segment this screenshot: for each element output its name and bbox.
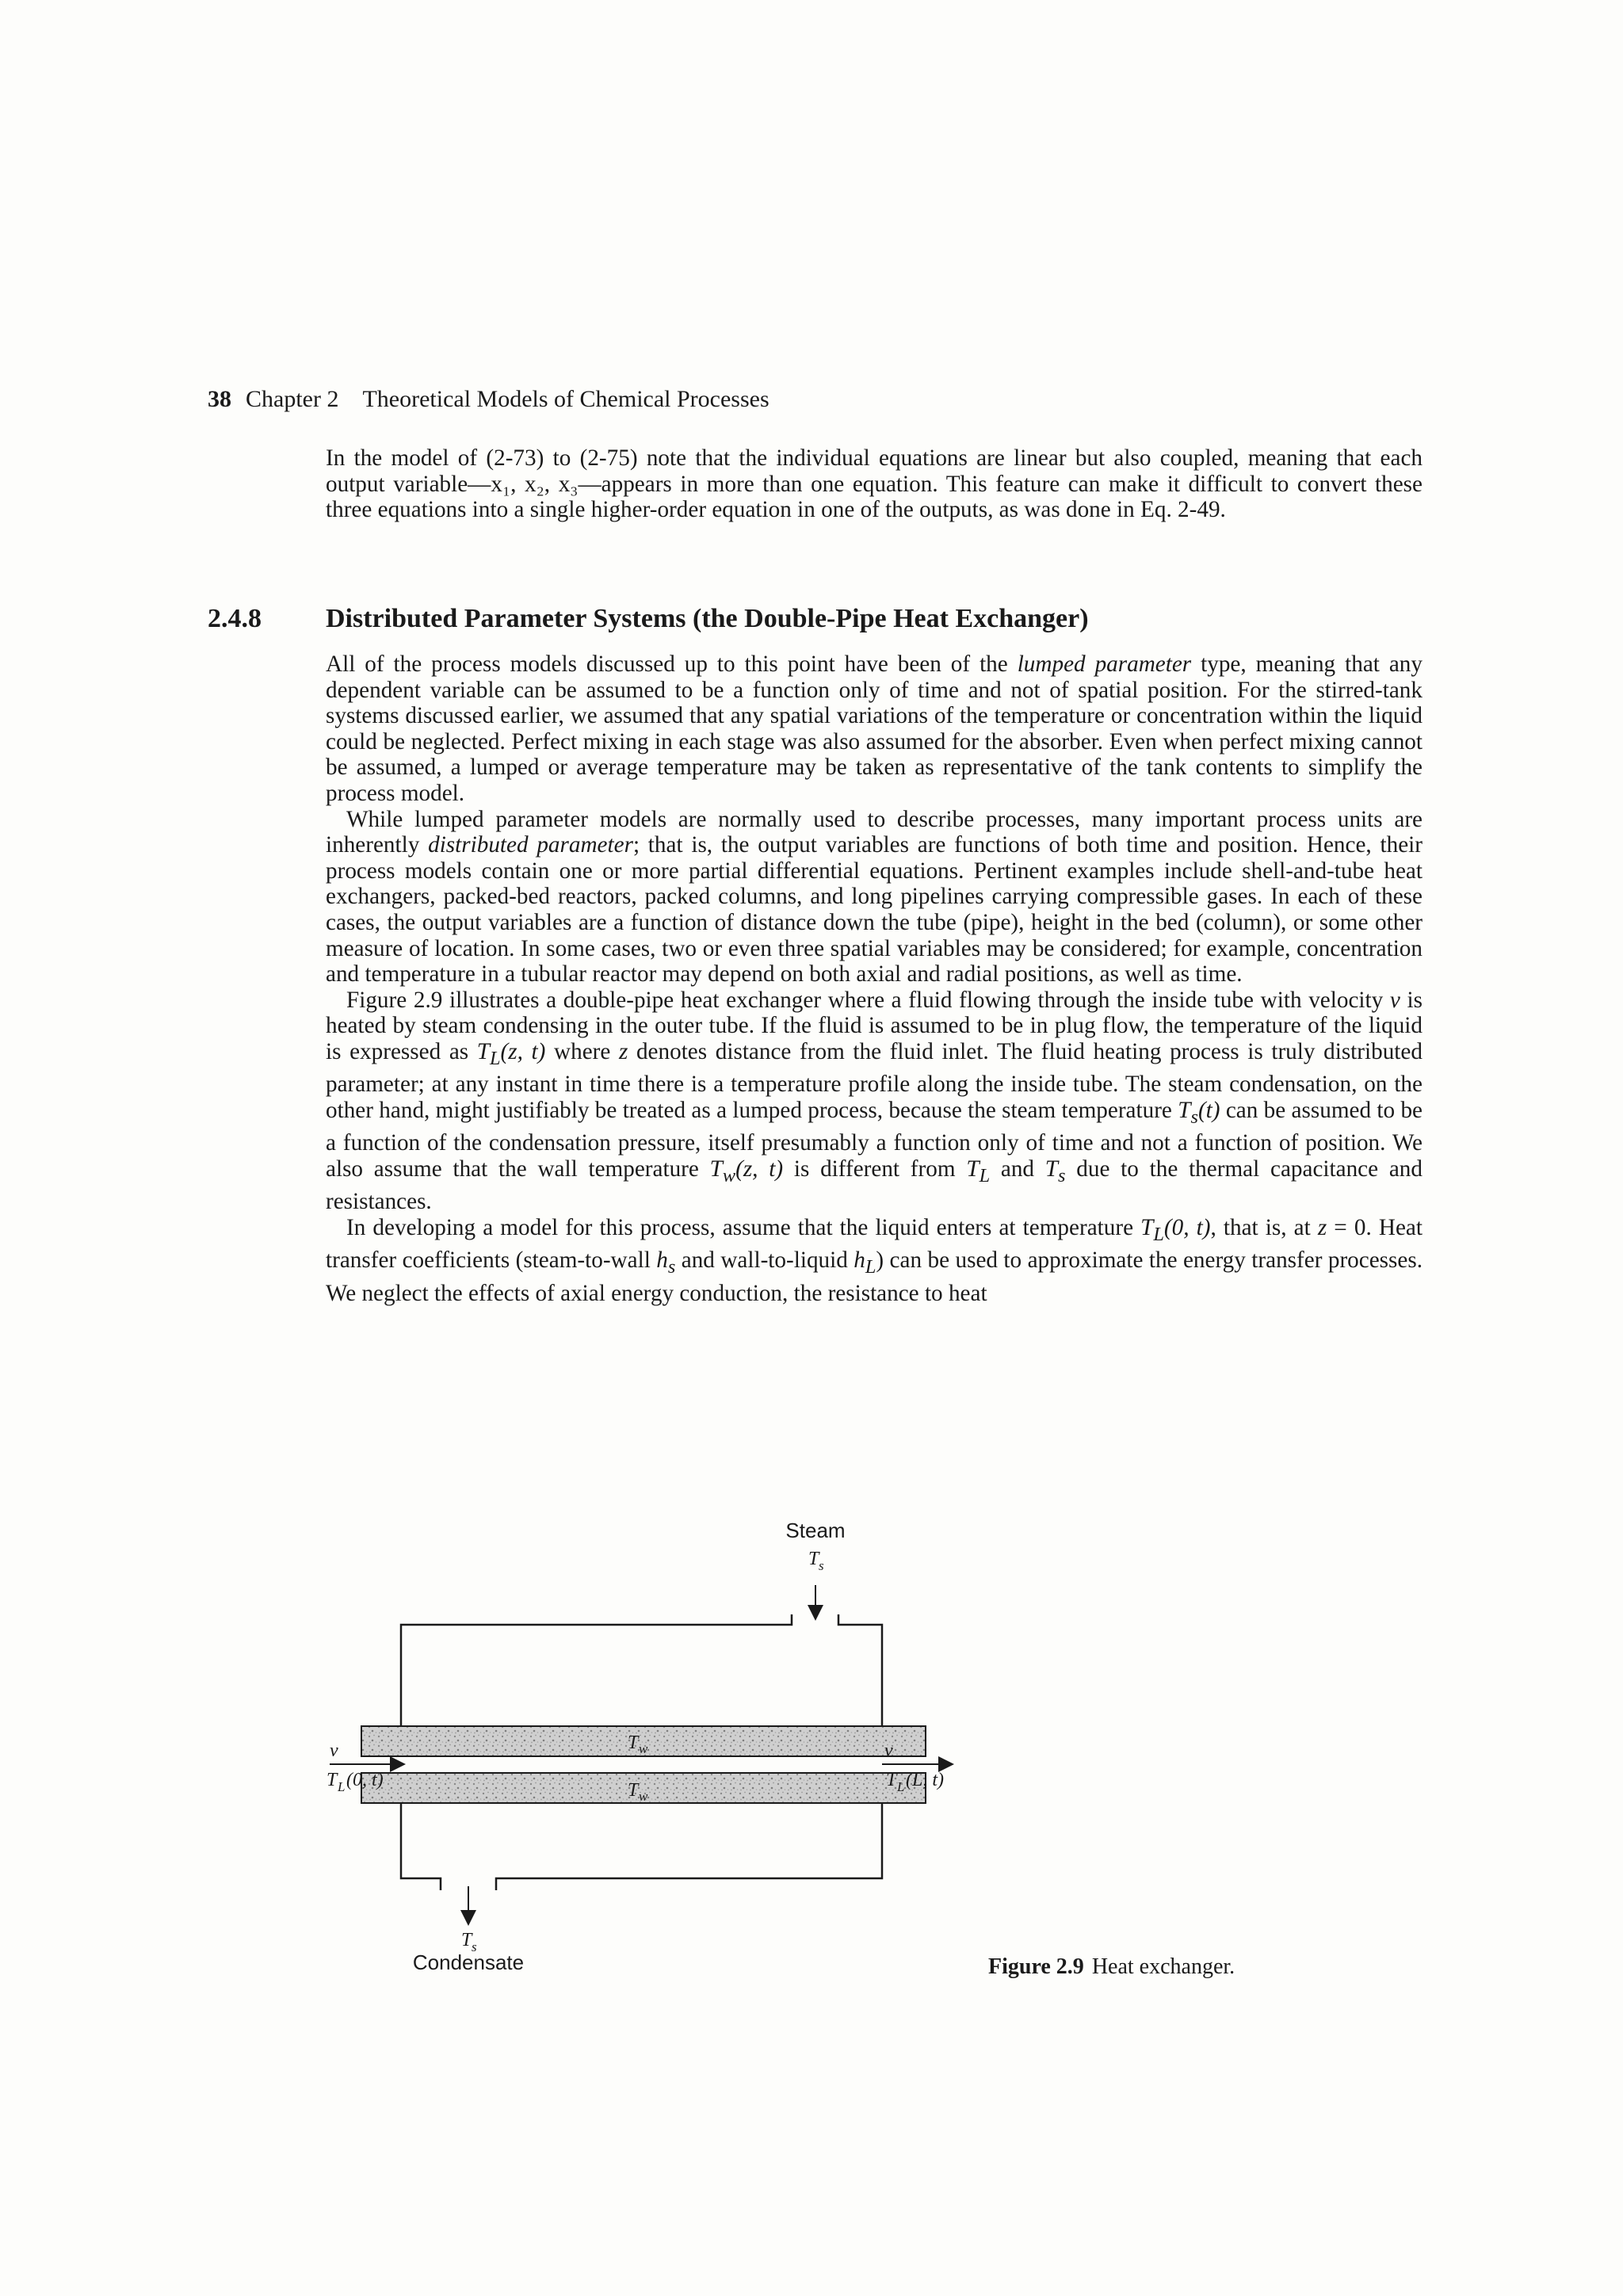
outlet-velocity-label: v: [884, 1740, 893, 1761]
paragraph-4: In developing a model for this process, assume that the liquid enters at temperature $T_L(0$, t), that is, at z = 0. Heat transfer coefficients (steam-to-wall $h_s$ and wall-to-liquid $h_L$) can be used to approximate the energy transfer processes. We neglect the effects of axial energy conduction, the resistance to heat: [326, 1214, 1423, 1306]
chapter-label: Chapter 2: [246, 386, 339, 412]
upper-wall-temp-symbol: T: [628, 1733, 639, 1753]
heat-exchanger-figure: [301, 1506, 1014, 1981]
paragraph-2: While lumped parameter models are normally used to describe processes, many important process units are inherently distributed parameter; that is, the output variables are functions of both time and position. Hence, their process models contain one or more partial differential equations. Pertinent examples include shell-and-tube heat exchangers, packed-bed reactors, packed columns, and long pipelines carrying compressible gases. In each of these cases, the output variables are a function of distance down the tube (pipe), height in the bed (column), or some other measure of location. In some cases, two or even three spatial variables may be considered; for example, concentration and temperature in a tubular reactor may depend on both axial and radial positions, as well as time.: [326, 806, 1423, 988]
steam-label: Steam: [785, 1519, 846, 1542]
intro-paragraph-block: [326, 445, 1423, 523]
outer-shell-top-right: [838, 1614, 882, 1726]
chapter-title: Theoretical Models of Chemical Processes: [362, 386, 769, 412]
condensate-label: Condensate: [412, 1950, 525, 1974]
steam-temp-sub: s: [819, 1558, 824, 1573]
paragraph-intro: In the model of (2-73) to (2-75) note that the individual equations are linear but also coupled, meaning that each output variable—x₁, x₂, x₃—appears in more than one equation. This feature can make it difficult to convert these three equations into a single higher-order equation in one of the outputs, as was done in Eq. 2-49.: [326, 445, 1423, 523]
outlet-temp-sub: L: [897, 1779, 905, 1794]
inlet-temp-args: (0, t): [346, 1770, 384, 1790]
caption-label: Figure 2.9: [988, 1954, 1084, 1979]
caption-text: Heat exchanger.: [1091, 1954, 1235, 1979]
outer-shell-bottom: [401, 1803, 441, 1890]
outlet-temp-args: (L, t): [906, 1770, 944, 1790]
outer-shell-bottom-right: [496, 1803, 882, 1890]
running-head: [208, 386, 769, 413]
lower-wall-temp-sub: w: [639, 1789, 648, 1804]
upper-wall-temp-sub: w: [639, 1741, 648, 1756]
inlet-temp-main: T: [327, 1770, 338, 1790]
condensate-temp-sub: s: [472, 1939, 477, 1954]
condensate-temp-symbol: T: [461, 1930, 472, 1950]
heat-exchanger-diagram: [301, 1506, 1014, 1981]
section-number: 2.4.8: [208, 604, 262, 633]
figure-caption: [988, 1954, 1235, 1980]
paragraph-3: Figure 2.9 illustrates a double-pipe heat exchanger where a fluid flowing through the inside tube with velocity v is heated by steam condensing in the outer tube. If the fluid is assumed to be in plug flow, the temperature of the liquid is expressed as $T_L(z$, t) where z denotes distance from the fluid inlet. The fluid heating process is truly distributed parameter; at any instant in time there is a temperature profile along the inside tube. The steam condensation, on the other hand, might justifiably be treated as a lumped process, because the steam temperature $T_s(t)$ can be assumed to be a function of the condensation pressure, itself presumably a function only of time and not a function of position. We also assume that the wall temperature $T_w(z$, t) is different from $T_L$ and $T_s$ due to the thermal capacitance and resistances.: [326, 987, 1423, 1215]
section-body: [326, 651, 1423, 1306]
page-number: 38: [208, 386, 231, 412]
steam-temp-symbol: T: [808, 1549, 819, 1569]
section-heading: [208, 604, 1089, 634]
outer-shell-top: [401, 1614, 792, 1726]
inlet-temp-sub: L: [338, 1779, 346, 1794]
section-title: Distributed Parameter Systems (the Double-Pipe Heat Exchanger): [326, 604, 1089, 633]
inlet-velocity-label: v: [330, 1740, 338, 1761]
outlet-temp-main: T: [886, 1770, 897, 1790]
paragraph-1: All of the process models discussed up to this point have been of the lumped parameter type, meaning that any dependent variable can be assumed to be a function only of time and not of spatial position. For the stirred-tank systems discussed earlier, we assumed that any spatial variations of the temperature or concentration within the liquid could be neglected. Perfect mixing in each stage was also assumed for the absorber. Even when perfect mixing cannot be assumed, a lumped or average temperature may be taken as representative of the tank contents to simplify the process model.: [326, 651, 1423, 806]
lower-wall-temp-symbol: T: [628, 1780, 639, 1801]
